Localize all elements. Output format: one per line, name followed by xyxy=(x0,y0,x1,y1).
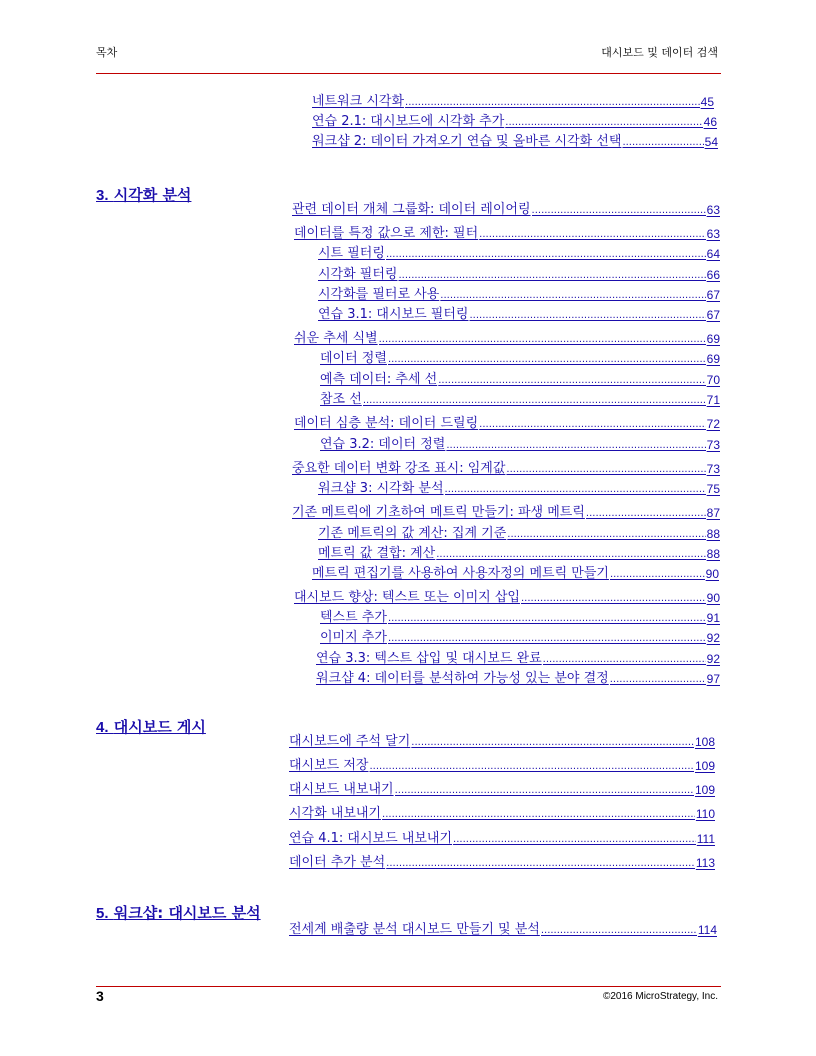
toc-entry-page: 111 xyxy=(696,832,715,846)
toc-entry-title: 텍스트 추가 xyxy=(320,610,387,625)
dot-leader xyxy=(388,612,706,626)
page-number: 3 xyxy=(96,988,104,1004)
toc-entry[interactable] xyxy=(312,133,718,150)
toc-entry-title: 데이터를 특정 값으로 제한: 필터 xyxy=(294,226,479,241)
toc-entry-page: 54 xyxy=(704,135,718,149)
dot-leader xyxy=(453,833,696,847)
dot-leader xyxy=(388,632,706,646)
dot-leader xyxy=(506,463,705,477)
dot-leader xyxy=(386,248,706,262)
toc-entry[interactable] xyxy=(320,350,720,367)
dot-leader xyxy=(543,653,706,667)
toc-entry-title: 관련 데이터 개체 그룹화: 데이터 레이어링 xyxy=(292,202,531,217)
toc-entry-title: 메트릭 값 결합: 계산 xyxy=(318,546,436,561)
toc-entry-page: 90 xyxy=(705,567,719,581)
section-heading-3[interactable] xyxy=(96,186,191,205)
toc-entry[interactable] xyxy=(316,650,720,667)
toc-entry-page: 87 xyxy=(706,506,720,520)
section-heading-5[interactable] xyxy=(96,904,261,923)
dot-leader xyxy=(436,548,705,562)
dot-leader xyxy=(505,116,702,130)
toc-entry[interactable] xyxy=(289,757,715,774)
toc-entry-page: 66 xyxy=(706,268,720,282)
dot-leader xyxy=(440,289,705,303)
toc-entry-page: 92 xyxy=(706,652,720,666)
toc-entry-title: 데이터 심층 분석: 데이터 드릴링 xyxy=(294,416,479,431)
toc-entry[interactable] xyxy=(320,436,720,453)
toc-entry-page: 97 xyxy=(706,672,720,686)
dot-leader xyxy=(388,353,706,367)
toc-entry-page: 64 xyxy=(706,247,720,261)
section-title: 대시보드 게시 xyxy=(113,718,206,736)
toc-entry-page: 88 xyxy=(706,547,720,561)
dot-leader xyxy=(363,394,706,408)
toc-entry-page: 63 xyxy=(706,227,720,241)
toc-entry[interactable] xyxy=(318,306,720,323)
toc-entry-page: 63 xyxy=(706,203,720,217)
toc-entry-page: 69 xyxy=(706,352,720,366)
toc-entry[interactable] xyxy=(294,330,720,347)
dot-leader xyxy=(382,808,695,822)
dot-leader xyxy=(610,673,706,687)
toc-entry-page: 73 xyxy=(706,462,720,476)
section-number: 5. xyxy=(96,905,109,922)
toc-entry-title: 대시보드 향상: 텍스트 또는 이미지 삽입 xyxy=(294,590,520,605)
dot-leader xyxy=(446,439,705,453)
toc-entry-title: 기존 메트릭의 값 계산: 집계 기준 xyxy=(318,526,507,541)
toc-entry[interactable] xyxy=(320,609,720,626)
toc-entry[interactable] xyxy=(292,201,720,218)
section-number: 4. xyxy=(96,719,109,736)
copyright-notice: ©2016 MicroStrategy, Inc. xyxy=(602,991,718,1002)
toc-entry-title: 시각화 필터링 xyxy=(318,267,398,282)
toc-entry-title: 연습 3.2: 데이터 정렬 xyxy=(320,437,446,452)
toc-entry[interactable] xyxy=(289,805,715,822)
dot-leader xyxy=(479,228,705,242)
toc-entry-page: 46 xyxy=(703,115,717,129)
dot-leader xyxy=(586,507,706,521)
toc-entry[interactable] xyxy=(294,589,720,606)
toc-entry-page: 69 xyxy=(706,332,720,346)
toc-entry-title: 기존 메트릭에 기초하여 메트릭 만들기: 파생 메트릭 xyxy=(292,505,585,520)
section-number: 3. xyxy=(96,187,109,204)
toc-entry[interactable] xyxy=(318,245,720,262)
dot-leader xyxy=(469,309,705,323)
toc-entry-title: 참조 선 xyxy=(320,392,362,407)
dot-leader xyxy=(398,269,705,283)
footer-rule xyxy=(96,986,721,987)
toc-entry[interactable] xyxy=(320,371,720,388)
toc-entry-title: 워크샵 4: 데이터를 분석하여 가능성 있는 분야 결정 xyxy=(316,671,609,686)
toc-entry-page: 109 xyxy=(694,783,715,797)
toc-entry-page: 109 xyxy=(694,759,715,773)
toc-entry-title: 시각화를 필터로 사용 xyxy=(318,287,440,302)
toc-entry[interactable] xyxy=(294,225,720,242)
dot-leader xyxy=(411,736,694,750)
dot-leader xyxy=(532,204,706,218)
toc-entry-page: 67 xyxy=(706,288,720,302)
toc-entry-page: 71 xyxy=(706,393,720,407)
toc-entry-title: 데이터 정렬 xyxy=(320,351,387,366)
toc-entry[interactable] xyxy=(312,93,714,110)
toc-entry[interactable] xyxy=(289,733,715,750)
toc-entry-page: 72 xyxy=(706,417,720,431)
dot-leader xyxy=(622,136,703,150)
section-heading-4[interactable] xyxy=(96,718,206,737)
toc-entry-title: 대시보드 저장 xyxy=(289,758,369,773)
toc-entry-title: 쉬운 추세 식별 xyxy=(294,331,378,346)
toc-entry[interactable] xyxy=(292,460,720,477)
dot-leader xyxy=(369,760,693,774)
header-rule xyxy=(96,73,721,74)
toc-entry-title: 중요한 데이터 변화 강조 표시: 임계값 xyxy=(292,461,506,476)
dot-leader xyxy=(386,857,695,871)
dot-leader xyxy=(541,924,697,938)
toc-entry-title: 워크샵 2: 데이터 가져오기 연습 및 올바른 시각화 선택 xyxy=(312,134,622,149)
dot-leader xyxy=(507,528,705,542)
toc-entry-page: 91 xyxy=(706,611,720,625)
toc-entry[interactable] xyxy=(318,286,720,303)
toc-entry[interactable] xyxy=(320,629,720,646)
toc-entry-title: 연습 3.3: 텍스트 삽입 및 대시보드 완료 xyxy=(316,651,542,666)
toc-entry-title: 네트워크 시각화 xyxy=(312,94,405,109)
toc-entry-title: 전세계 배출량 분석 대시보드 만들기 및 분석 xyxy=(289,922,540,937)
toc-entry[interactable] xyxy=(312,113,717,130)
toc-entry-page: 92 xyxy=(706,631,720,645)
toc-entry-title: 워크샵 3: 시각화 분석 xyxy=(318,481,444,496)
toc-entry-page: 88 xyxy=(706,527,720,541)
toc-entry[interactable] xyxy=(312,565,719,582)
dot-leader xyxy=(395,784,694,798)
toc-entry[interactable] xyxy=(320,391,720,408)
dot-leader xyxy=(405,96,700,110)
dot-leader xyxy=(479,418,705,432)
toc-entry[interactable] xyxy=(318,525,720,542)
dot-leader xyxy=(610,568,705,582)
toc-entry-page: 45 xyxy=(700,95,714,109)
toc-entry-title: 연습 4.1: 대시보드 내보내기 xyxy=(289,831,453,846)
toc-entry-page: 110 xyxy=(695,807,715,821)
toc-entry-page: 90 xyxy=(706,591,720,605)
toc-entry[interactable] xyxy=(289,830,715,847)
toc-entry[interactable] xyxy=(289,921,717,938)
toc-entry-page: 75 xyxy=(706,482,720,496)
toc-entry-title: 시각화 내보내기 xyxy=(289,806,382,821)
dot-leader xyxy=(379,333,706,347)
toc-entry-title: 메트릭 편집기를 사용하여 사용자정의 메트릭 만들기 xyxy=(312,566,609,581)
running-header-left: 목차 xyxy=(96,46,118,59)
toc-entry-title: 예측 데이터: 추세 선 xyxy=(320,372,438,387)
toc-entry-page: 113 xyxy=(695,856,715,870)
dot-leader xyxy=(445,483,706,497)
toc-entry-page: 67 xyxy=(706,308,720,322)
toc-entry[interactable] xyxy=(316,670,720,687)
dot-leader xyxy=(521,592,706,606)
toc-entry[interactable] xyxy=(294,415,720,432)
toc-entry-title: 연습 3.1: 대시보드 필터링 xyxy=(318,307,469,322)
toc-entry[interactable] xyxy=(318,266,720,283)
toc-entry-title: 이미지 추가 xyxy=(320,630,387,645)
toc-entry-page: 73 xyxy=(706,438,720,452)
toc-entry[interactable] xyxy=(318,480,720,497)
toc-entry-page: 114 xyxy=(697,923,717,937)
toc-entry-title: 대시보드 내보내기 xyxy=(289,782,394,797)
toc-entry[interactable] xyxy=(292,504,720,521)
toc-entry[interactable] xyxy=(289,781,715,798)
running-header-right: 대시보드 및 데이터 검색 xyxy=(601,46,718,59)
toc-entry-title: 연습 2.1: 대시보드에 시각화 추가 xyxy=(312,114,505,129)
toc-entry-title: 데이터 추가 분석 xyxy=(289,855,386,870)
section-title: 시각화 분석 xyxy=(113,186,192,204)
toc-entry[interactable] xyxy=(289,854,715,871)
toc-entry-title: 대시보드에 주석 달기 xyxy=(289,734,411,749)
toc-entry-title: 시트 필터링 xyxy=(318,246,385,261)
section-title: 워크샵: 대시보드 분석 xyxy=(113,904,261,922)
dot-leader xyxy=(438,374,705,388)
toc-entry-page: 108 xyxy=(694,735,715,749)
toc-entry-page: 70 xyxy=(706,373,720,387)
toc-entry[interactable] xyxy=(318,545,720,562)
